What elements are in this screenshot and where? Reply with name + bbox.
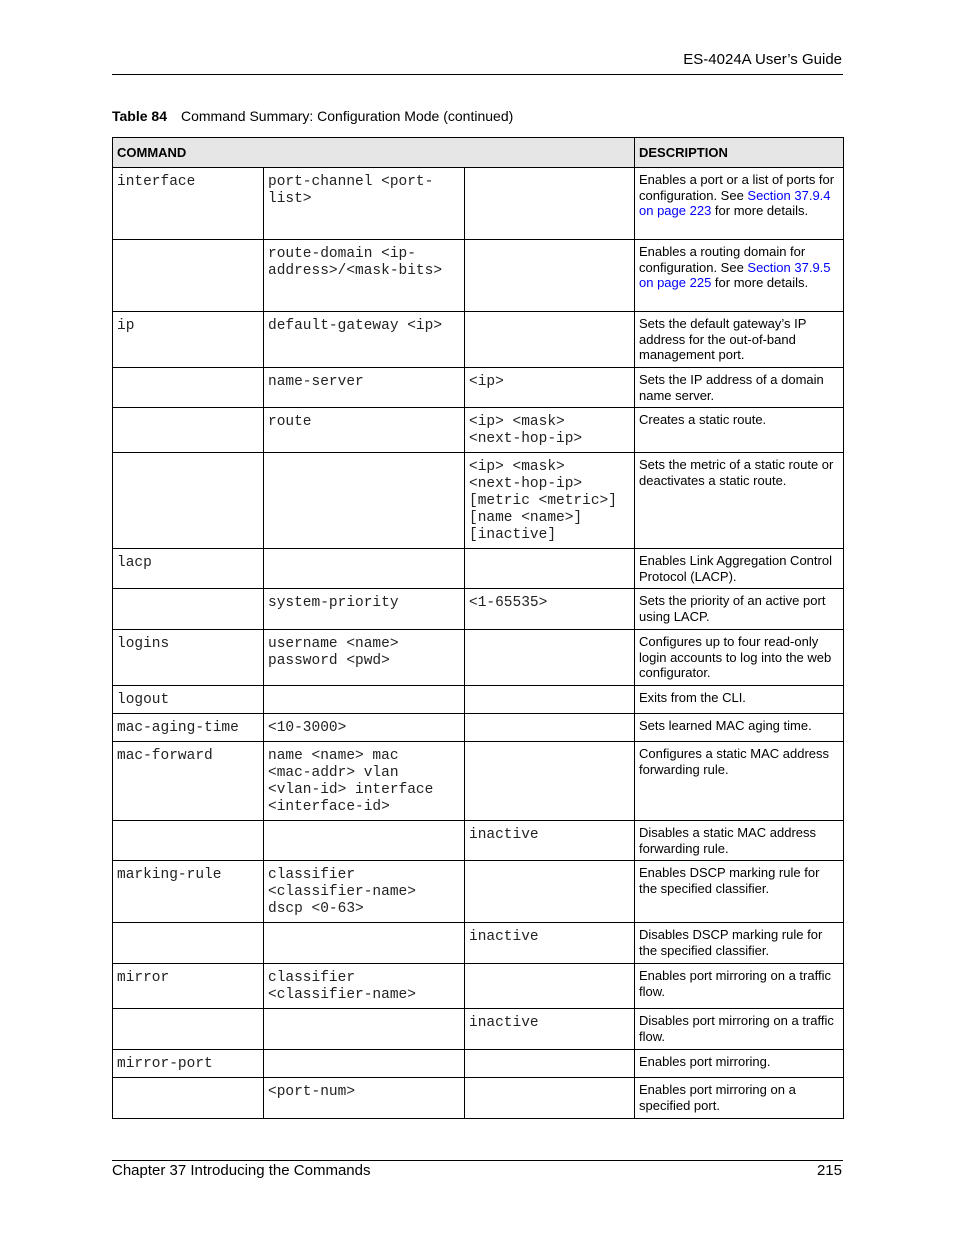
table-row xyxy=(113,368,844,408)
description-text: Sets learned MAC aging time. xyxy=(639,718,812,733)
table-row xyxy=(113,964,844,1009)
description-cell xyxy=(635,589,844,630)
argument-cell: <ip> xyxy=(465,368,635,408)
description-text: Enables port mirroring. xyxy=(639,1054,771,1069)
command-cell xyxy=(113,821,264,861)
description-text: Sets the priority of an active port using LACP. xyxy=(639,593,826,624)
argument-cell: inactive xyxy=(465,821,635,861)
description-cell xyxy=(635,964,844,1009)
parameter-cell xyxy=(264,821,465,861)
table-row xyxy=(113,240,844,312)
parameter-cell: classifier <classifier-name> xyxy=(264,964,465,1009)
parameter-cell: name-server xyxy=(264,368,465,408)
description-text: Configures up to four read-only login accounts to log into the web configurator. xyxy=(639,634,832,680)
description-cell xyxy=(635,168,844,240)
description-text: Enables a port or a list of ports for configuration. See xyxy=(639,172,835,203)
argument-cell xyxy=(465,1050,635,1078)
table-header-row xyxy=(113,138,844,168)
table-row xyxy=(113,1009,844,1050)
description-text: Disables a static MAC address forwarding rule. xyxy=(639,825,817,856)
description-text: Sets the default gateway’s IP address for the out-of-band management port. xyxy=(639,316,807,362)
command-cell: mac-forward xyxy=(113,742,264,821)
description-text: Enables port mirroring on a specified port. xyxy=(639,1082,796,1113)
argument-cell: <ip> <mask> <next-hop-ip> xyxy=(465,408,635,453)
description-cell xyxy=(635,549,844,589)
parameter-cell: route-domain <ip-address>/<mask-bits> xyxy=(264,240,465,312)
parameter-cell xyxy=(264,686,465,714)
parameter-cell xyxy=(264,923,465,964)
command-cell: ip xyxy=(113,312,264,368)
parameter-cell: name <name> mac <mac-addr> vlan <vlan-id> interface <interface-id> xyxy=(264,742,465,821)
table-row xyxy=(113,714,844,742)
description-cell xyxy=(635,742,844,821)
parameter-cell: username <name> password <pwd> xyxy=(264,630,465,686)
table-row xyxy=(113,742,844,821)
description-text-tail: for more details. xyxy=(711,203,809,218)
section-link[interactable]: Section 37.9.4 on page 223 xyxy=(639,187,831,218)
table-row xyxy=(113,686,844,714)
command-cell: interface xyxy=(113,168,264,240)
table-row xyxy=(113,1078,844,1119)
description-cell xyxy=(635,240,844,312)
command-cell: marking-rule xyxy=(113,861,264,923)
table-row xyxy=(113,408,844,453)
table-row xyxy=(113,821,844,861)
description-cell xyxy=(635,861,844,923)
command-cell xyxy=(113,408,264,453)
command-cell xyxy=(113,240,264,312)
argument-cell xyxy=(465,549,635,589)
table-row xyxy=(113,168,844,240)
argument-cell xyxy=(465,1078,635,1119)
description-text: Sets the IP address of a domain name server. xyxy=(639,372,824,403)
command-cell xyxy=(113,1078,264,1119)
guide-title: ES-4024A User’s Guide xyxy=(683,51,842,68)
command-cell: lacp xyxy=(113,549,264,589)
description-cell xyxy=(635,821,844,861)
argument-cell: inactive xyxy=(465,1009,635,1050)
section-link[interactable]: Section 37.9.5 on page 225 xyxy=(639,259,831,290)
description-cell xyxy=(635,686,844,714)
command-cell: mac-aging-time xyxy=(113,714,264,742)
description-cell xyxy=(635,1078,844,1119)
description-text: Enables a routing domain for configuration. See xyxy=(639,244,806,275)
parameter-cell xyxy=(264,549,465,589)
parameter-cell: route xyxy=(264,408,465,453)
chapter-title: Chapter 37 Introducing the Commands xyxy=(112,1162,371,1179)
description-text: Disables DSCP marking rule for the specified classifier. xyxy=(639,927,823,958)
argument-cell: <ip> <mask> <next-hop-ip> [metric <metric>] [name <name>] [inactive] xyxy=(465,453,635,549)
argument-cell xyxy=(465,240,635,312)
description-text: Exits from the CLI. xyxy=(639,690,746,705)
table-row xyxy=(113,1050,844,1078)
command-cell: logins xyxy=(113,630,264,686)
description-text: Configures a static MAC address forwarding rule. xyxy=(639,746,830,777)
argument-cell xyxy=(465,168,635,240)
table-row xyxy=(113,630,844,686)
parameter-cell: classifier <classifier-name> dscp <0-63> xyxy=(264,861,465,923)
argument-cell xyxy=(465,686,635,714)
parameter-cell xyxy=(264,453,465,549)
description-cell xyxy=(635,408,844,453)
parameter-cell xyxy=(264,1009,465,1050)
argument-cell: inactive xyxy=(465,923,635,964)
command-cell xyxy=(113,368,264,408)
description-text-tail: for more details. xyxy=(711,275,809,290)
argument-cell xyxy=(465,861,635,923)
table-title: Command Summary: Configuration Mode (continued) xyxy=(181,108,514,124)
description-cell xyxy=(635,923,844,964)
description-cell xyxy=(635,714,844,742)
argument-cell xyxy=(465,312,635,368)
table-number: Table 84 xyxy=(112,108,167,124)
argument-cell xyxy=(465,964,635,1009)
description-cell xyxy=(635,630,844,686)
parameter-cell: system-priority xyxy=(264,589,465,630)
description-cell xyxy=(635,312,844,368)
parameter-cell: <port-num> xyxy=(264,1078,465,1119)
command-cell xyxy=(113,1009,264,1050)
command-cell xyxy=(113,453,264,549)
description-text: Sets the metric of a static route or deactivates a static route. xyxy=(639,457,834,488)
argument-cell xyxy=(465,714,635,742)
command-header: COMMAND xyxy=(113,138,635,168)
command-cell: mirror xyxy=(113,964,264,1009)
table-body xyxy=(113,168,844,1119)
parameter-cell: port-channel <port-list> xyxy=(264,168,465,240)
table-row xyxy=(113,549,844,589)
description-cell xyxy=(635,1009,844,1050)
argument-cell xyxy=(465,742,635,821)
description-text: Enables Link Aggregation Control Protocol (LACP). xyxy=(639,553,832,584)
command-cell xyxy=(113,589,264,630)
command-cell: mirror-port xyxy=(113,1050,264,1078)
command-cell: logout xyxy=(113,686,264,714)
command-cell xyxy=(113,923,264,964)
argument-cell xyxy=(465,630,635,686)
description-cell xyxy=(635,453,844,549)
description-header: DESCRIPTION xyxy=(635,138,844,168)
table-row xyxy=(113,923,844,964)
description-cell xyxy=(635,1050,844,1078)
argument-cell: <1-65535> xyxy=(465,589,635,630)
table-row xyxy=(113,589,844,630)
parameter-cell xyxy=(264,1050,465,1078)
parameter-cell: default-gateway <ip> xyxy=(264,312,465,368)
command-summary-table xyxy=(112,137,844,1119)
parameter-cell: <10-3000> xyxy=(264,714,465,742)
description-text: Creates a static route. xyxy=(639,412,767,427)
description-text: Enables DSCP marking rule for the specified classifier. xyxy=(639,865,820,896)
table-caption xyxy=(112,108,513,124)
description-text: Enables port mirroring on a traffic flow. xyxy=(639,968,831,999)
description-cell xyxy=(635,368,844,408)
header-divider xyxy=(112,74,843,75)
description-text: Disables port mirroring on a traffic flow. xyxy=(639,1013,834,1044)
footer-divider xyxy=(112,1160,843,1161)
table-row xyxy=(113,861,844,923)
page-number: 215 xyxy=(816,1162,842,1179)
table-row xyxy=(113,312,844,368)
table-row xyxy=(113,453,844,549)
